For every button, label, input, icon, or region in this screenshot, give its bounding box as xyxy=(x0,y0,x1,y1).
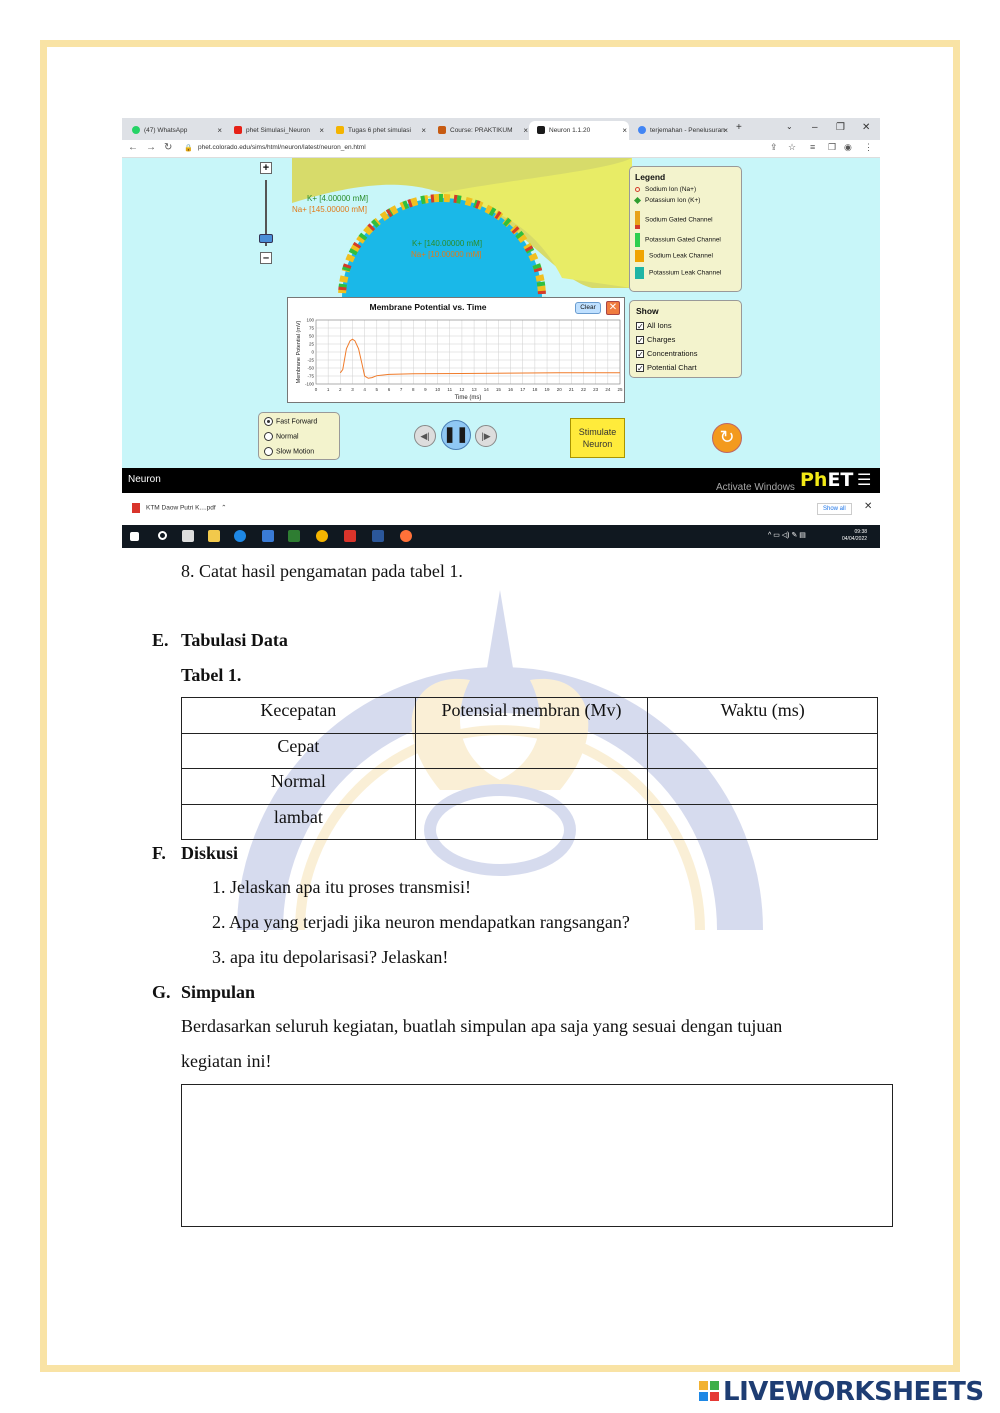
mail-icon[interactable] xyxy=(262,530,274,542)
show-title: Show xyxy=(636,306,659,316)
x-tick-label: 13 xyxy=(471,387,477,392)
close-icon[interactable]: × xyxy=(421,126,426,135)
outside-k-concentration: K+ [4.00000 mM] xyxy=(307,194,369,203)
x-tick-label: 18 xyxy=(532,387,538,392)
chrome-icon[interactable] xyxy=(316,530,328,542)
charges-checkbox[interactable]: ✓ Charges xyxy=(637,335,676,346)
section-e-title: Tabulasi Data xyxy=(181,630,288,650)
close-chart-icon[interactable]: ✕ xyxy=(606,301,620,315)
x-tick-label: 20 xyxy=(556,387,562,392)
inside-na-concentration: Na+ [10.00000 mM] xyxy=(411,250,482,259)
close-icon[interactable]: × xyxy=(319,126,324,135)
sodium-leak-channel-icon xyxy=(635,250,644,262)
cell-potential-input[interactable] xyxy=(415,769,648,805)
whatsapp-icon xyxy=(132,126,140,134)
tab-google[interactable]: terjemahan - Penelusuran × xyxy=(630,121,730,140)
legend-potassium-leak: Potassium Leak Channel xyxy=(635,267,721,279)
taskbar-clock[interactable]: 09:38 04/04/2022 xyxy=(842,529,868,542)
y-tick-label: -75 xyxy=(307,373,314,379)
x-tick-label: 5 xyxy=(375,387,379,392)
y-tick-label: -25 xyxy=(307,357,314,363)
tab-neuron[interactable]: Neuron 1.1.20 × xyxy=(529,121,629,140)
tab-course[interactable]: Course: PRAKTIKUM × xyxy=(430,121,530,140)
y-axis-label: Membrane Potential (mV) xyxy=(296,320,302,384)
close-icon[interactable]: × xyxy=(723,126,728,135)
membrane-potential-chart xyxy=(287,297,625,403)
table-caption: Tabel 1. xyxy=(181,665,242,685)
potassium-gated-channel-icon xyxy=(635,233,640,247)
drive-icon xyxy=(336,126,344,134)
x-axis-label: Time (ms) xyxy=(454,395,482,401)
section-f-title: Diskusi xyxy=(181,843,239,863)
question-3: 3. apa itu depolarisasi? Jelaskan! xyxy=(212,947,449,967)
profile-icon[interactable]: ◉ xyxy=(844,142,852,152)
legend-sodium-ion: Sodium Ion (Na+) xyxy=(635,186,696,193)
stimulate-neuron-button[interactable]: Stimulate Neuron xyxy=(570,418,625,458)
reload-icon[interactable]: ↻ xyxy=(164,142,173,153)
table-header-row xyxy=(182,698,878,734)
address-bar xyxy=(122,140,880,158)
sodium-gated-channel-icon xyxy=(635,211,640,229)
normal-radio[interactable]: Normal xyxy=(264,432,299,441)
new-tab-icon[interactable]: + xyxy=(736,122,742,133)
cell-potential-input[interactable] xyxy=(415,733,648,769)
section-f-letter: F. xyxy=(152,843,166,863)
membrane-potential-line xyxy=(340,339,620,378)
fast-forward-radio[interactable]: Fast Forward xyxy=(264,417,317,426)
x-tick-label: 6 xyxy=(387,387,391,392)
browser-screenshot xyxy=(122,118,880,548)
edge-icon[interactable] xyxy=(234,530,246,542)
question-2: 2. Apa yang terjadi jika neuron mendapatkan rangsangan? xyxy=(212,912,630,932)
download-bar xyxy=(122,493,880,525)
legend-panel xyxy=(629,166,742,292)
conclusion-instruction-2: kegiatan ini! xyxy=(181,1051,272,1071)
y-tick-label: -100 xyxy=(304,381,314,387)
reset-icon[interactable]: ↻ xyxy=(712,423,742,453)
y-tick-label: 0 xyxy=(311,349,314,355)
potassium-leak-channel-icon xyxy=(635,267,644,279)
windows-taskbar xyxy=(122,525,880,548)
y-tick-label: 50 xyxy=(308,333,314,339)
close-window-icon[interactable]: ✕ xyxy=(862,122,871,133)
x-tick-label: 7 xyxy=(399,387,403,392)
legend-sodium-gated: Sodium Gated Channel xyxy=(635,211,713,229)
show-panel xyxy=(629,300,742,378)
x-tick-label: 4 xyxy=(363,387,366,392)
cell-speed: Normal xyxy=(182,769,416,805)
download-item[interactable]: KTM Daow Putri K....pdf ⌃ xyxy=(132,503,227,513)
x-tick-label: 16 xyxy=(508,387,514,392)
checkmark-icon: ✓ xyxy=(637,364,644,374)
header-waktu: Waktu (ms) xyxy=(648,698,878,734)
data-table xyxy=(181,697,878,840)
search-icon[interactable] xyxy=(158,531,167,540)
sidepanel-icon[interactable]: ❒ xyxy=(828,142,837,152)
pause-button[interactable]: ❚❚ xyxy=(441,420,471,450)
legend-potassium-gated: Potassium Gated Channel xyxy=(635,233,721,247)
outside-na-concentration: Na+ [145.00000 mM] xyxy=(292,205,367,214)
legend-title: Legend xyxy=(635,172,666,182)
y-tick-label: 75 xyxy=(308,325,314,331)
tab-drive[interactable]: Tugas 6 phet simulasi × xyxy=(328,121,428,140)
cell-potential-input[interactable] xyxy=(415,804,648,840)
moodle-icon xyxy=(438,126,446,134)
tab-whatsapp[interactable]: (47) WhatsApp × xyxy=(124,121,224,140)
step-back-button[interactable]: ◀| xyxy=(414,425,436,447)
y-tick-label: 25 xyxy=(308,341,314,347)
checkmark-icon: ✓ xyxy=(637,336,644,346)
star-icon[interactable]: ☆ xyxy=(788,142,797,152)
show-all-button[interactable]: Show all xyxy=(817,503,852,515)
pdf-icon xyxy=(132,503,140,513)
clear-button[interactable]: Clear xyxy=(575,302,601,314)
x-tick-label: 3 xyxy=(351,387,354,392)
minimize-icon[interactable]: – xyxy=(812,122,818,133)
liveworksheets-grid-icon xyxy=(699,1381,719,1401)
checkmark-icon: ✓ xyxy=(637,350,644,360)
x-tick-label: 17 xyxy=(520,387,526,392)
x-tick-label: 19 xyxy=(544,387,550,392)
zoom-in-button[interactable]: + xyxy=(260,162,272,174)
url-field[interactable]: phet.colorado.edu/sims/html/neuron/latest/neuron_en.html xyxy=(198,144,366,151)
checkmark-icon: ✓ xyxy=(637,322,644,332)
legend-potassium-ion: Potassium Ion (K+) xyxy=(635,197,700,204)
activate-windows-text: Activate Windows xyxy=(716,482,795,493)
forward-icon[interactable]: → xyxy=(146,142,156,153)
firefox-icon[interactable] xyxy=(400,530,412,542)
y-tick-label: 100 xyxy=(306,317,314,323)
windows-start-icon[interactable] xyxy=(130,532,139,541)
google-icon xyxy=(638,126,646,134)
menu-dots-icon[interactable]: ⋮ xyxy=(864,142,873,152)
radio-icon xyxy=(264,432,273,441)
section-g-letter: G. xyxy=(152,982,171,1002)
acrobat-icon[interactable] xyxy=(344,530,356,542)
cell-time-input[interactable] xyxy=(648,769,878,805)
lock-icon: 🔒 xyxy=(184,145,193,152)
x-tick-label: 15 xyxy=(495,387,501,392)
x-tick-label: 8 xyxy=(412,387,415,392)
cell-speed: lambat xyxy=(182,804,416,840)
x-tick-label: 1 xyxy=(326,387,330,392)
table-row xyxy=(182,733,878,769)
sodium-ion-icon xyxy=(635,187,640,192)
phet-logo: PhET xyxy=(800,469,854,491)
share-icon[interactable]: ⇪ xyxy=(770,142,778,152)
zoom-thumb[interactable] xyxy=(259,234,273,243)
table-row xyxy=(182,769,878,805)
app-icon[interactable] xyxy=(288,530,300,542)
potassium-ion-icon xyxy=(634,197,641,204)
back-icon[interactable]: ← xyxy=(128,142,138,153)
system-tray[interactable]: ^ ▭ ◁) ✎ ▤ xyxy=(768,532,806,539)
cell-time-input[interactable] xyxy=(648,804,878,840)
header-kecepatan: Kecepatan xyxy=(182,698,416,734)
close-icon[interactable]: × xyxy=(217,126,222,135)
y-tick-label: -50 xyxy=(307,365,314,371)
x-tick-label: 25 xyxy=(617,387,623,392)
reading-list-icon[interactable]: ≡ xyxy=(810,142,816,152)
close-download-bar-icon[interactable]: ✕ xyxy=(864,501,873,512)
inside-k-concentration: K+ [140.00000 mM] xyxy=(412,239,483,248)
x-tick-label: 12 xyxy=(459,387,465,392)
restore-icon[interactable]: ❐ xyxy=(836,122,845,133)
browser-tab-bar xyxy=(122,118,880,140)
x-tick-label: 14 xyxy=(483,387,489,392)
section-e-letter: E. xyxy=(152,630,169,650)
step-8-text: 8. Catat hasil pengamatan pada tabel 1. xyxy=(181,561,463,581)
tab-youtube[interactable]: phet Simulasi_Neuron × xyxy=(226,121,326,140)
x-tick-label: 2 xyxy=(339,387,342,392)
x-tick-label: 0 xyxy=(314,387,318,392)
phet-icon xyxy=(537,126,545,134)
zoom-out-button[interactable]: – xyxy=(260,252,272,264)
speed-selector xyxy=(258,412,340,460)
conclusion-answer-box[interactable] xyxy=(181,1084,893,1227)
legend-sodium-leak: Sodium Leak Channel xyxy=(635,250,713,262)
question-1: 1. Jelaskan apa itu proses transmisi! xyxy=(212,877,471,897)
x-tick-label: 21 xyxy=(568,387,574,392)
radio-selected-icon xyxy=(264,417,273,426)
concentrations-checkbox[interactable]: ✓ Concentrations xyxy=(637,349,698,360)
header-potensial: Potensial membran (Mv) xyxy=(415,698,648,734)
slow-motion-radio[interactable]: Slow Motion xyxy=(264,447,314,456)
conclusion-instruction-1: Berdasarkan seluruh kegiatan, buatlah simpulan apa saja yang sesuai dengan tujuan xyxy=(181,1016,783,1036)
x-tick-label: 10 xyxy=(435,387,441,392)
chart-title: Membrane Potential vs. Time xyxy=(369,302,487,312)
cell-time-input[interactable] xyxy=(648,733,878,769)
x-tick-label: 23 xyxy=(593,387,599,392)
app-name: Neuron xyxy=(128,474,161,485)
x-tick-label: 11 xyxy=(447,387,453,392)
step-forward-button[interactable]: |▶ xyxy=(475,425,497,447)
all-ions-checkbox[interactable]: ✓ All Ions xyxy=(637,321,672,332)
youtube-icon xyxy=(234,126,242,134)
word-icon[interactable] xyxy=(372,530,384,542)
neuron-simulation xyxy=(122,158,880,468)
liveworksheets-logo: LIVEWORKSHEETS xyxy=(699,1377,984,1407)
x-tick-label: 24 xyxy=(605,387,611,392)
x-tick-label: 22 xyxy=(581,387,587,392)
chevron-down-icon[interactable]: ⌄ xyxy=(786,122,793,131)
store-icon[interactable] xyxy=(182,530,194,542)
chart-plot xyxy=(288,298,626,404)
potential-chart-checkbox[interactable]: ✓ Potential Chart xyxy=(637,363,697,374)
file-explorer-icon[interactable] xyxy=(208,530,220,542)
close-icon[interactable]: × xyxy=(523,126,528,135)
x-tick-label: 9 xyxy=(424,387,427,392)
zoom-slider[interactable] xyxy=(256,162,276,272)
table-row xyxy=(182,804,878,840)
section-g-title: Simpulan xyxy=(181,982,256,1002)
cell-speed: Cepat xyxy=(182,733,416,769)
hamburger-menu-icon[interactable]: ☰ xyxy=(857,472,872,489)
radio-icon xyxy=(264,447,273,456)
close-icon[interactable]: × xyxy=(622,126,627,135)
